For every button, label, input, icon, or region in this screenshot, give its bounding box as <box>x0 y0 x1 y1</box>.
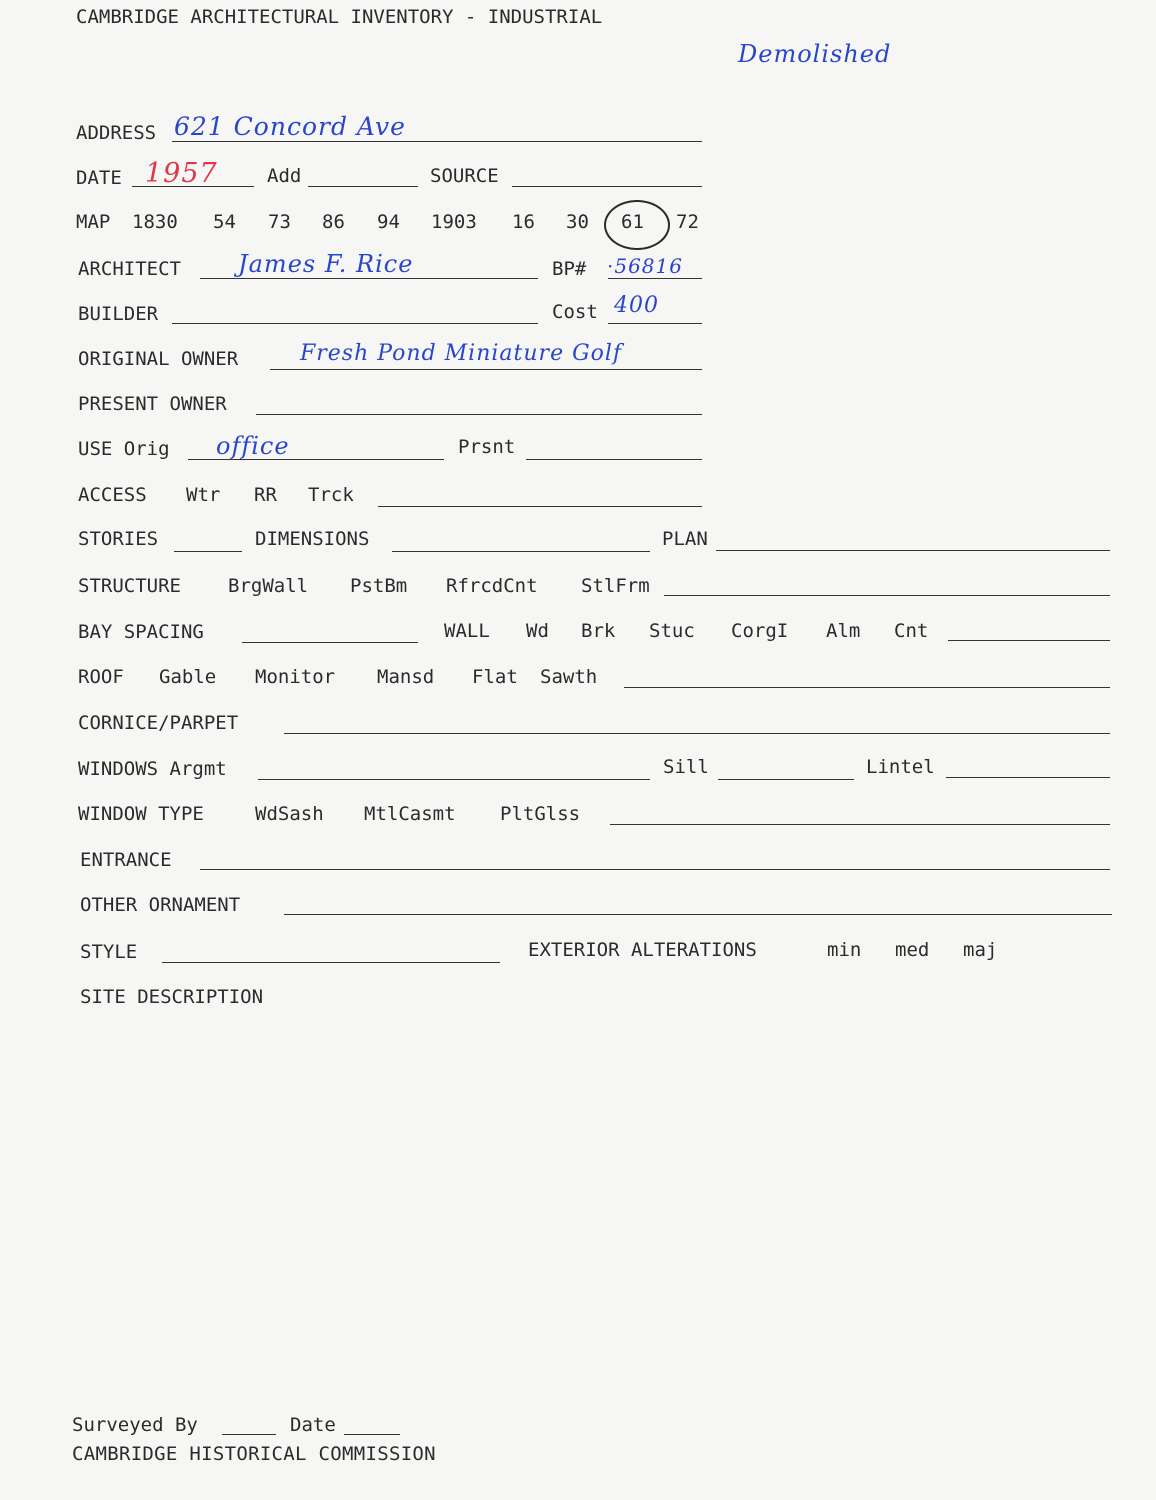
cornice-label: CORNICE/PARPET <box>78 712 239 734</box>
other-ornament-field-line[interactable] <box>284 914 1112 915</box>
cost-field-line[interactable] <box>608 323 702 324</box>
plan-field-line[interactable] <box>716 550 1110 551</box>
sill-field-line[interactable] <box>718 779 854 780</box>
sill-label: Sill <box>663 756 709 778</box>
use-orig-value: office <box>216 432 290 460</box>
architect-label: ARCHITECT <box>78 258 181 280</box>
map-year-30: 30 <box>566 211 589 233</box>
wall-option-wd: Wd <box>526 620 549 642</box>
source-label: SOURCE <box>430 165 499 187</box>
map-label: MAP <box>76 211 111 233</box>
wall-option-alm: Alm <box>826 620 861 642</box>
address-label: ADDRESS <box>76 122 157 144</box>
lintel-label: Lintel <box>866 756 935 778</box>
date-value: 1957 <box>145 158 218 189</box>
date-label: DATE <box>76 167 122 189</box>
survey-date-field-line[interactable] <box>344 1434 400 1435</box>
dimensions-field-line[interactable] <box>392 551 650 552</box>
window-type-option-pltglss: PltGlss <box>500 803 581 825</box>
access-field-line[interactable] <box>378 506 702 507</box>
original-owner-value: Fresh Pond Miniature Golf <box>300 341 623 366</box>
windows-argmt-label: WINDOWS Argmt <box>78 758 227 780</box>
roof-option-flat: Flat <box>472 666 518 688</box>
builder-label: BUILDER <box>78 303 159 325</box>
wall-option-cnt: Cnt <box>894 620 929 642</box>
window-type-field-line[interactable] <box>610 824 1110 825</box>
entrance-field-line[interactable] <box>200 869 1110 870</box>
add-field-line[interactable] <box>308 186 418 187</box>
access-label: ACCESS <box>78 484 147 506</box>
other-ornament-label: OTHER ORNAMENT <box>80 894 241 916</box>
map-year-72: 72 <box>676 211 699 233</box>
present-owner-field-line[interactable] <box>256 414 702 415</box>
map-year-94: 94 <box>377 211 400 233</box>
builder-field-line[interactable] <box>172 323 538 324</box>
map-year-16: 16 <box>512 211 535 233</box>
source-field-line[interactable] <box>512 186 702 187</box>
window-type-option-wdsash: WdSash <box>255 803 324 825</box>
use-present-field-line[interactable] <box>526 459 702 460</box>
lintel-field-line[interactable] <box>946 777 1110 778</box>
status-note-demolished: Demolished <box>738 40 892 68</box>
commission-name: CAMBRIDGE HISTORICAL COMMISSION <box>72 1443 436 1465</box>
use-orig-label: USE Orig <box>78 438 170 460</box>
style-label: STYLE <box>80 941 138 963</box>
form-title: CAMBRIDGE ARCHITECTURAL INVENTORY - INDUSTRIAL <box>76 6 603 28</box>
roof-option-monitor: Monitor <box>255 666 336 688</box>
entrance-label: ENTRANCE <box>80 849 172 871</box>
map-year-54: 54 <box>213 211 236 233</box>
bay-spacing-field-line[interactable] <box>242 642 418 643</box>
style-field-line[interactable] <box>162 962 500 963</box>
roof-label: ROOF <box>78 666 124 688</box>
structure-option-pstbm: PstBm <box>350 575 408 597</box>
map-year-86: 86 <box>322 211 345 233</box>
surveyed-by-field-line[interactable] <box>222 1434 276 1435</box>
structure-option-rfrcdcnt: RfrcdCnt <box>446 575 538 597</box>
architect-value: James F. Rice <box>238 250 414 278</box>
structure-option-brgwall: BrgWall <box>228 575 309 597</box>
map-year-1830: 1830 <box>132 211 178 233</box>
architect-field-line[interactable] <box>200 278 538 279</box>
present-owner-label: PRESENT OWNER <box>78 393 227 415</box>
wall-option-brk: Brk <box>581 620 616 642</box>
plan-label: PLAN <box>662 528 708 550</box>
address-value: 621 Concord Ave <box>174 112 406 141</box>
access-option-rr: RR <box>254 484 277 506</box>
cornice-field-line[interactable] <box>284 733 1110 734</box>
bp-value: ·56816 <box>607 254 683 278</box>
roof-option-gable: Gable <box>159 666 217 688</box>
map-year-61: 61 <box>621 211 644 233</box>
cost-value: 400 <box>614 293 659 318</box>
wall-option-corgi: CorgI <box>731 620 789 642</box>
add-label: Add <box>267 165 302 187</box>
original-owner-label: ORIGINAL OWNER <box>78 348 239 370</box>
exterior-alterations-label: EXTERIOR ALTERATIONS <box>528 939 757 961</box>
alterations-option-maj: maj <box>963 939 998 961</box>
site-description-label: SITE DESCRIPTION <box>80 986 264 1008</box>
stories-field-line[interactable] <box>174 551 242 552</box>
cost-label: Cost <box>552 301 598 323</box>
address-field-line[interactable] <box>172 141 702 142</box>
survey-date-label: Date <box>290 1414 336 1436</box>
structure-label: STRUCTURE <box>78 575 181 597</box>
dimensions-label: DIMENSIONS <box>255 528 370 550</box>
roof-field-line[interactable] <box>624 687 1110 688</box>
surveyed-by-label: Surveyed By <box>72 1414 198 1436</box>
structure-field-line[interactable] <box>664 595 1110 596</box>
wall-option-stuc: Stuc <box>649 620 695 642</box>
stories-label: STORIES <box>78 528 159 550</box>
wall-label: WALL <box>444 620 490 642</box>
bp-label: BP# <box>552 258 587 280</box>
bay-spacing-label: BAY SPACING <box>78 621 204 643</box>
wall-field-line[interactable] <box>948 640 1110 641</box>
original-owner-field-line[interactable] <box>270 369 702 370</box>
access-option-wtr: Wtr <box>186 484 221 506</box>
alterations-option-min: min <box>827 939 862 961</box>
map-year-1903: 1903 <box>431 211 477 233</box>
window-type-option-mtlcasmt: MtlCasmt <box>364 803 456 825</box>
map-year-73: 73 <box>268 211 291 233</box>
access-option-trck: Trck <box>308 484 354 506</box>
roof-option-sawth: Sawth <box>540 666 598 688</box>
alterations-option-med: med <box>895 939 930 961</box>
roof-option-mansd: Mansd <box>377 666 435 688</box>
structure-option-stlfrm: StlFrm <box>581 575 650 597</box>
windows-argmt-field-line[interactable] <box>258 779 650 780</box>
window-type-label: WINDOW TYPE <box>78 803 204 825</box>
use-present-label: Prsnt <box>458 436 516 458</box>
